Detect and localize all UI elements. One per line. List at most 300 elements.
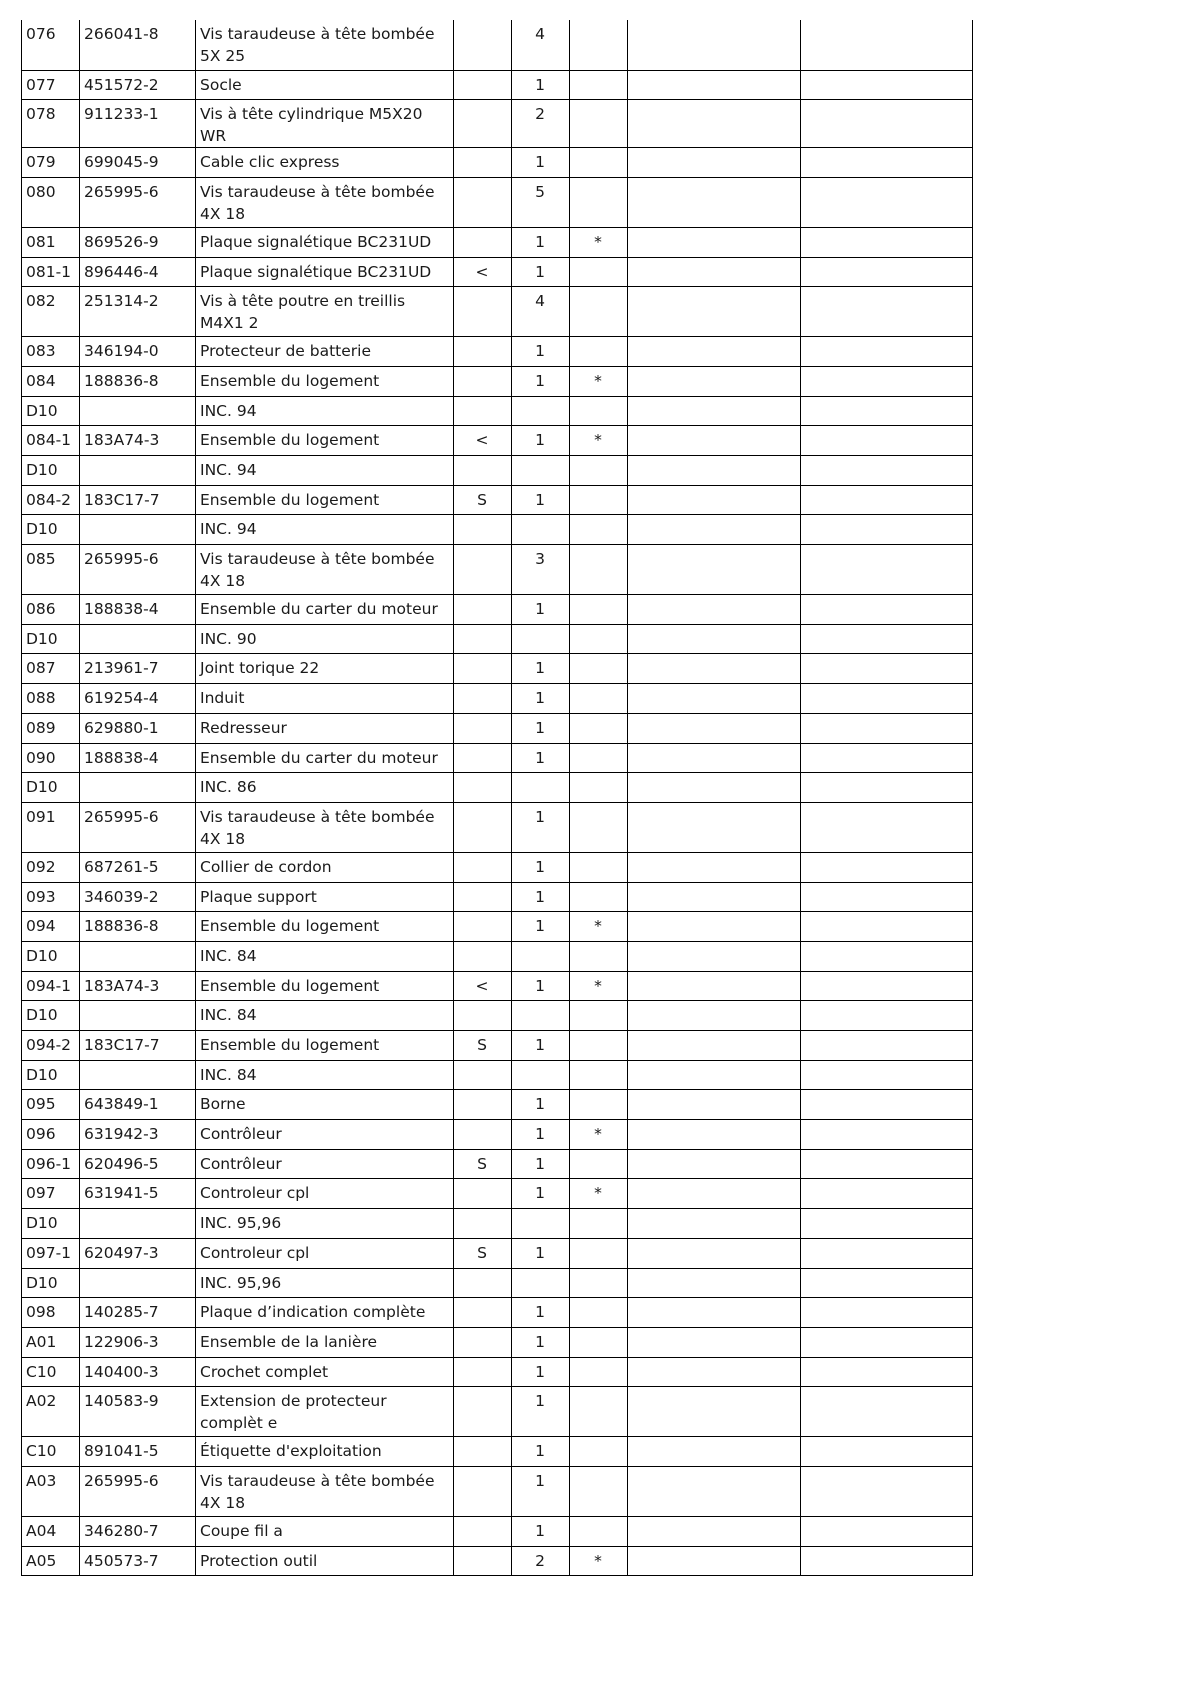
note-cell bbox=[454, 1209, 512, 1239]
blank-cell bbox=[801, 1546, 973, 1576]
note-cell: S bbox=[454, 1031, 512, 1061]
part-number-cell bbox=[80, 941, 196, 971]
blank-cell bbox=[801, 713, 973, 743]
description-cell: Collier de cordon bbox=[196, 852, 454, 882]
blank-cell bbox=[801, 654, 973, 684]
note-cell bbox=[454, 1357, 512, 1387]
table-row bbox=[22, 1437, 973, 1467]
part-number-cell bbox=[80, 396, 196, 426]
quantity-cell: 1 bbox=[512, 148, 570, 178]
star-mark-cell bbox=[570, 684, 628, 714]
quantity-cell bbox=[512, 1209, 570, 1239]
blank-cell bbox=[801, 485, 973, 515]
description-cell: Protecteur de batterie bbox=[196, 337, 454, 367]
part-number-cell bbox=[80, 1268, 196, 1298]
blank-cell bbox=[628, 485, 801, 515]
ref-no-cell: 084 bbox=[22, 366, 80, 396]
part-number-cell bbox=[80, 773, 196, 803]
ref-no-cell: 078 bbox=[22, 100, 80, 148]
part-number-cell: 213961-7 bbox=[80, 654, 196, 684]
description-cell: Controleur cpl bbox=[196, 1238, 454, 1268]
star-mark-cell bbox=[570, 515, 628, 545]
note-cell bbox=[454, 100, 512, 148]
table-row bbox=[22, 257, 973, 287]
part-number-cell: 619254-4 bbox=[80, 684, 196, 714]
table-row bbox=[22, 971, 973, 1001]
ref-no-cell: 082 bbox=[22, 287, 80, 337]
part-number-cell: 643849-1 bbox=[80, 1090, 196, 1120]
quantity-cell: 1 bbox=[512, 882, 570, 912]
description-cell: Vis taraudeuse à tête bombée 4X 18 bbox=[196, 177, 454, 227]
quantity-cell: 5 bbox=[512, 177, 570, 227]
description-cell: INC. 94 bbox=[196, 515, 454, 545]
quantity-cell: 1 bbox=[512, 1179, 570, 1209]
blank-cell bbox=[628, 1546, 801, 1576]
ref-no-cell: D10 bbox=[22, 773, 80, 803]
part-number-cell: 699045-9 bbox=[80, 148, 196, 178]
table-row bbox=[22, 366, 973, 396]
part-number-cell: 346194-0 bbox=[80, 337, 196, 367]
table-row bbox=[22, 852, 973, 882]
star-mark-cell: * bbox=[570, 1120, 628, 1150]
ref-no-cell: 076 bbox=[22, 20, 80, 70]
note-cell bbox=[454, 1268, 512, 1298]
blank-cell bbox=[628, 743, 801, 773]
quantity-cell: 1 bbox=[512, 1298, 570, 1328]
quantity-cell bbox=[512, 396, 570, 426]
blank-cell bbox=[801, 227, 973, 257]
part-number-cell: 451572-2 bbox=[80, 70, 196, 100]
note-cell bbox=[454, 1179, 512, 1209]
ref-no-cell: D10 bbox=[22, 624, 80, 654]
quantity-cell: 1 bbox=[512, 1437, 570, 1467]
ref-no-cell: D10 bbox=[22, 1060, 80, 1090]
quantity-cell: 1 bbox=[512, 743, 570, 773]
star-mark-cell bbox=[570, 1238, 628, 1268]
quantity-cell: 1 bbox=[512, 802, 570, 852]
quantity-cell: 1 bbox=[512, 366, 570, 396]
star-mark-cell bbox=[570, 882, 628, 912]
description-cell: Redresseur bbox=[196, 713, 454, 743]
blank-cell bbox=[628, 545, 801, 595]
blank-cell bbox=[801, 882, 973, 912]
note-cell bbox=[454, 70, 512, 100]
quantity-cell: 1 bbox=[512, 595, 570, 625]
blank-cell bbox=[628, 70, 801, 100]
table-row bbox=[22, 713, 973, 743]
blank-cell bbox=[801, 743, 973, 773]
part-number-cell: 620496-5 bbox=[80, 1149, 196, 1179]
ref-no-cell: D10 bbox=[22, 1268, 80, 1298]
part-number-cell: 896446-4 bbox=[80, 257, 196, 287]
description-cell: Crochet complet bbox=[196, 1357, 454, 1387]
table-row bbox=[22, 100, 973, 148]
part-number-cell: 911233-1 bbox=[80, 100, 196, 148]
description-cell: Socle bbox=[196, 70, 454, 100]
blank-cell bbox=[628, 1268, 801, 1298]
blank-cell bbox=[628, 227, 801, 257]
star-mark-cell bbox=[570, 1060, 628, 1090]
part-number-cell: 629880-1 bbox=[80, 713, 196, 743]
ref-no-cell: 085 bbox=[22, 545, 80, 595]
blank-cell bbox=[628, 595, 801, 625]
note-cell bbox=[454, 713, 512, 743]
star-mark-cell: * bbox=[570, 227, 628, 257]
blank-cell bbox=[628, 1238, 801, 1268]
part-number-cell: 620497-3 bbox=[80, 1238, 196, 1268]
description-cell: Contrôleur bbox=[196, 1120, 454, 1150]
blank-cell bbox=[801, 802, 973, 852]
blank-cell bbox=[628, 654, 801, 684]
note-cell bbox=[454, 545, 512, 595]
star-mark-cell bbox=[570, 1090, 628, 1120]
part-number-cell: 450573-7 bbox=[80, 1546, 196, 1576]
description-cell: Induit bbox=[196, 684, 454, 714]
star-mark-cell bbox=[570, 1387, 628, 1437]
description-cell: Ensemble du logement bbox=[196, 912, 454, 942]
blank-cell bbox=[801, 1466, 973, 1516]
star-mark-cell bbox=[570, 624, 628, 654]
table-row bbox=[22, 654, 973, 684]
table-row bbox=[22, 1090, 973, 1120]
blank-cell bbox=[801, 1120, 973, 1150]
table-row bbox=[22, 1516, 973, 1546]
part-number-cell: 687261-5 bbox=[80, 852, 196, 882]
quantity-cell: 3 bbox=[512, 545, 570, 595]
part-number-cell: 265995-6 bbox=[80, 802, 196, 852]
description-cell: INC. 94 bbox=[196, 456, 454, 486]
note-cell bbox=[454, 941, 512, 971]
part-number-cell bbox=[80, 1060, 196, 1090]
blank-cell bbox=[628, 852, 801, 882]
blank-cell bbox=[801, 1179, 973, 1209]
description-cell: INC. 95,96 bbox=[196, 1209, 454, 1239]
part-number-cell: 183C17-7 bbox=[80, 1031, 196, 1061]
blank-cell bbox=[628, 148, 801, 178]
table-row bbox=[22, 595, 973, 625]
ref-no-cell: A04 bbox=[22, 1516, 80, 1546]
quantity-cell: 1 bbox=[512, 485, 570, 515]
blank-cell bbox=[801, 1298, 973, 1328]
description-cell: INC. 94 bbox=[196, 396, 454, 426]
description-cell: Ensemble du logement bbox=[196, 971, 454, 1001]
table-row bbox=[22, 177, 973, 227]
description-cell: Extension de protecteur complèt e bbox=[196, 1387, 454, 1437]
blank-cell bbox=[628, 1357, 801, 1387]
note-cell bbox=[454, 1327, 512, 1357]
ref-no-cell: 084-1 bbox=[22, 426, 80, 456]
star-mark-cell bbox=[570, 1298, 628, 1328]
star-mark-cell bbox=[570, 1031, 628, 1061]
note-cell: S bbox=[454, 1149, 512, 1179]
quantity-cell: 1 bbox=[512, 1327, 570, 1357]
table-row bbox=[22, 684, 973, 714]
description-cell: Vis à tête cylindrique M5X20 WR bbox=[196, 100, 454, 148]
part-number-cell: 346280-7 bbox=[80, 1516, 196, 1546]
blank-cell bbox=[628, 882, 801, 912]
table-row bbox=[22, 912, 973, 942]
star-mark-cell bbox=[570, 1357, 628, 1387]
blank-cell bbox=[628, 624, 801, 654]
star-mark-cell bbox=[570, 456, 628, 486]
part-number-cell: 631941-5 bbox=[80, 1179, 196, 1209]
table-row bbox=[22, 624, 973, 654]
table-row bbox=[22, 396, 973, 426]
star-mark-cell bbox=[570, 70, 628, 100]
quantity-cell: 2 bbox=[512, 100, 570, 148]
star-mark-cell bbox=[570, 100, 628, 148]
description-cell: Contrôleur bbox=[196, 1149, 454, 1179]
star-mark-cell bbox=[570, 177, 628, 227]
part-number-cell: 188836-8 bbox=[80, 366, 196, 396]
quantity-cell: 1 bbox=[512, 971, 570, 1001]
note-cell bbox=[454, 287, 512, 337]
note-cell: S bbox=[454, 1238, 512, 1268]
table-row bbox=[22, 882, 973, 912]
ref-no-cell: A03 bbox=[22, 1466, 80, 1516]
note-cell: S bbox=[454, 485, 512, 515]
blank-cell bbox=[801, 366, 973, 396]
ref-no-cell: 091 bbox=[22, 802, 80, 852]
blank-cell bbox=[628, 366, 801, 396]
quantity-cell: 1 bbox=[512, 1090, 570, 1120]
quantity-cell: 1 bbox=[512, 1516, 570, 1546]
description-cell: INC. 84 bbox=[196, 941, 454, 971]
blank-cell bbox=[801, 852, 973, 882]
ref-no-cell: D10 bbox=[22, 396, 80, 426]
ref-no-cell: 081-1 bbox=[22, 257, 80, 287]
star-mark-cell bbox=[570, 1209, 628, 1239]
ref-no-cell: 097-1 bbox=[22, 1238, 80, 1268]
ref-no-cell: 094-2 bbox=[22, 1031, 80, 1061]
quantity-cell: 1 bbox=[512, 684, 570, 714]
description-cell: Vis à tête poutre en treillis M4X1 2 bbox=[196, 287, 454, 337]
blank-cell bbox=[801, 426, 973, 456]
table-row bbox=[22, 227, 973, 257]
description-cell: Vis taraudeuse à tête bombée 5X 25 bbox=[196, 20, 454, 70]
note-cell bbox=[454, 595, 512, 625]
quantity-cell bbox=[512, 1001, 570, 1031]
blank-cell bbox=[801, 545, 973, 595]
quantity-cell: 1 bbox=[512, 426, 570, 456]
part-number-cell: 265995-6 bbox=[80, 177, 196, 227]
blank-cell bbox=[628, 1120, 801, 1150]
quantity-cell: 1 bbox=[512, 654, 570, 684]
star-mark-cell bbox=[570, 595, 628, 625]
ref-no-cell: A05 bbox=[22, 1546, 80, 1576]
blank-cell bbox=[628, 1327, 801, 1357]
blank-cell bbox=[801, 1387, 973, 1437]
table-row bbox=[22, 1466, 973, 1516]
ref-no-cell: D10 bbox=[22, 515, 80, 545]
part-number-cell bbox=[80, 1001, 196, 1031]
ref-no-cell: D10 bbox=[22, 1209, 80, 1239]
blank-cell bbox=[801, 1268, 973, 1298]
note-cell bbox=[454, 20, 512, 70]
ref-no-cell: D10 bbox=[22, 941, 80, 971]
note-cell: < bbox=[454, 257, 512, 287]
ref-no-cell: 086 bbox=[22, 595, 80, 625]
table-row bbox=[22, 337, 973, 367]
table-row bbox=[22, 941, 973, 971]
blank-cell bbox=[801, 1516, 973, 1546]
blank-cell bbox=[628, 100, 801, 148]
blank-cell bbox=[628, 1387, 801, 1437]
blank-cell bbox=[628, 802, 801, 852]
table-row bbox=[22, 1298, 973, 1328]
star-mark-cell bbox=[570, 654, 628, 684]
note-cell bbox=[454, 456, 512, 486]
quantity-cell: 1 bbox=[512, 257, 570, 287]
blank-cell bbox=[628, 1179, 801, 1209]
quantity-cell: 1 bbox=[512, 70, 570, 100]
note-cell bbox=[454, 515, 512, 545]
star-mark-cell bbox=[570, 713, 628, 743]
blank-cell bbox=[801, 941, 973, 971]
ref-no-cell: 079 bbox=[22, 148, 80, 178]
blank-cell bbox=[628, 1516, 801, 1546]
part-number-cell: 140400-3 bbox=[80, 1357, 196, 1387]
table-row bbox=[22, 20, 973, 70]
blank-cell bbox=[628, 1209, 801, 1239]
part-number-cell: 188836-8 bbox=[80, 912, 196, 942]
description-cell: Ensemble du logement bbox=[196, 426, 454, 456]
part-number-cell bbox=[80, 1209, 196, 1239]
blank-cell bbox=[801, 1060, 973, 1090]
table-row bbox=[22, 1209, 973, 1239]
star-mark-cell bbox=[570, 802, 628, 852]
blank-cell bbox=[801, 148, 973, 178]
blank-cell bbox=[801, 515, 973, 545]
blank-cell bbox=[801, 595, 973, 625]
blank-cell bbox=[801, 287, 973, 337]
note-cell bbox=[454, 1546, 512, 1576]
star-mark-cell bbox=[570, 287, 628, 337]
blank-cell bbox=[801, 1001, 973, 1031]
star-mark-cell bbox=[570, 1466, 628, 1516]
note-cell: < bbox=[454, 426, 512, 456]
star-mark-cell bbox=[570, 773, 628, 803]
blank-cell bbox=[628, 426, 801, 456]
blank-cell bbox=[628, 684, 801, 714]
blank-cell bbox=[628, 773, 801, 803]
blank-cell bbox=[801, 337, 973, 367]
quantity-cell bbox=[512, 515, 570, 545]
table-row bbox=[22, 1179, 973, 1209]
blank-cell bbox=[628, 20, 801, 70]
star-mark-cell bbox=[570, 941, 628, 971]
table-row bbox=[22, 70, 973, 100]
quantity-cell: 1 bbox=[512, 1466, 570, 1516]
note-cell: < bbox=[454, 971, 512, 1001]
table-row bbox=[22, 1001, 973, 1031]
blank-cell bbox=[628, 1298, 801, 1328]
note-cell bbox=[454, 743, 512, 773]
blank-cell bbox=[801, 100, 973, 148]
table-row bbox=[22, 743, 973, 773]
table-row bbox=[22, 1327, 973, 1357]
description-cell: Coupe fil a bbox=[196, 1516, 454, 1546]
blank-cell bbox=[628, 1466, 801, 1516]
blank-cell bbox=[628, 912, 801, 942]
blank-cell bbox=[801, 396, 973, 426]
part-number-cell: 122906-3 bbox=[80, 1327, 196, 1357]
description-cell: Ensemble du logement bbox=[196, 485, 454, 515]
blank-cell bbox=[628, 456, 801, 486]
note-cell bbox=[454, 654, 512, 684]
ref-no-cell: 094 bbox=[22, 912, 80, 942]
blank-cell bbox=[628, 1090, 801, 1120]
description-cell: Ensemble du logement bbox=[196, 366, 454, 396]
table-row bbox=[22, 456, 973, 486]
quantity-cell bbox=[512, 1060, 570, 1090]
quantity-cell: 1 bbox=[512, 1357, 570, 1387]
note-cell bbox=[454, 337, 512, 367]
note-cell bbox=[454, 802, 512, 852]
quantity-cell: 1 bbox=[512, 1387, 570, 1437]
star-mark-cell bbox=[570, 337, 628, 367]
part-number-cell: 869526-9 bbox=[80, 227, 196, 257]
star-mark-cell bbox=[570, 1001, 628, 1031]
quantity-cell: 4 bbox=[512, 287, 570, 337]
quantity-cell: 4 bbox=[512, 20, 570, 70]
blank-cell bbox=[628, 713, 801, 743]
ref-no-cell: 087 bbox=[22, 654, 80, 684]
blank-cell bbox=[628, 287, 801, 337]
ref-no-cell: D10 bbox=[22, 456, 80, 486]
table-row bbox=[22, 485, 973, 515]
table-row bbox=[22, 1387, 973, 1437]
note-cell bbox=[454, 177, 512, 227]
note-cell bbox=[454, 624, 512, 654]
blank-cell bbox=[801, 1031, 973, 1061]
part-number-cell: 188838-4 bbox=[80, 743, 196, 773]
part-number-cell: 183A74-3 bbox=[80, 971, 196, 1001]
blank-cell bbox=[628, 337, 801, 367]
blank-cell bbox=[801, 1357, 973, 1387]
blank-cell bbox=[628, 257, 801, 287]
part-number-cell bbox=[80, 624, 196, 654]
part-number-cell: 266041-8 bbox=[80, 20, 196, 70]
blank-cell bbox=[801, 773, 973, 803]
blank-cell bbox=[628, 1060, 801, 1090]
note-cell bbox=[454, 227, 512, 257]
blank-cell bbox=[801, 456, 973, 486]
ref-no-cell: 088 bbox=[22, 684, 80, 714]
description-cell: Controleur cpl bbox=[196, 1179, 454, 1209]
note-cell bbox=[454, 1437, 512, 1467]
description-cell: Ensemble du carter du moteur bbox=[196, 743, 454, 773]
description-cell: Vis taraudeuse à tête bombée 4X 18 bbox=[196, 1466, 454, 1516]
star-mark-cell: * bbox=[570, 1546, 628, 1576]
description-cell: INC. 90 bbox=[196, 624, 454, 654]
part-number-cell: 265995-6 bbox=[80, 545, 196, 595]
table-row bbox=[22, 773, 973, 803]
part-number-cell bbox=[80, 515, 196, 545]
star-mark-cell bbox=[570, 257, 628, 287]
blank-cell bbox=[801, 177, 973, 227]
blank-cell bbox=[801, 1209, 973, 1239]
note-cell bbox=[454, 1387, 512, 1437]
part-number-cell bbox=[80, 456, 196, 486]
ref-no-cell: 084-2 bbox=[22, 485, 80, 515]
parts-table bbox=[21, 20, 973, 1576]
note-cell bbox=[454, 1090, 512, 1120]
blank-cell bbox=[801, 20, 973, 70]
description-cell: INC. 86 bbox=[196, 773, 454, 803]
note-cell bbox=[454, 1466, 512, 1516]
description-cell: Plaque d’indication complète bbox=[196, 1298, 454, 1328]
